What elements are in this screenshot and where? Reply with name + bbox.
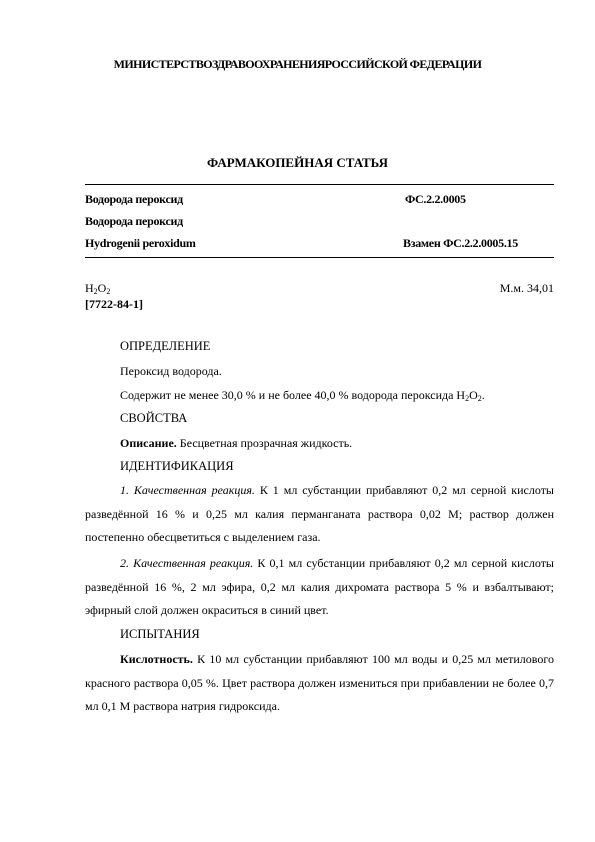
substance-name-ru: Водорода пероксид (85, 192, 183, 206)
article-title: ФАРМАКОПЕЙНАЯ СТАТЬЯ (207, 155, 388, 170)
article-code: ФС.2.2.0005 (405, 192, 466, 206)
definition-content: Содержит не менее 30,0 % и не более 40,0 % водорода пероксида $H_2O_2$. (120, 388, 485, 403)
header-top-rule (85, 184, 554, 185)
identification-test-2: 2. Качественная реакция. К 0,1 мл субстанции прибавляют 0,2 мл серной кислоты разведённой 16 %, 2 мл эфира, 0,2 мл калия дихромата раствора 5 % и взбалтывают; эфирный слой должен окраситься в синий цвет. (85, 556, 554, 617)
properties-description: Описание. Бесцветная прозрачная жидкость. (120, 436, 353, 450)
substance-name-ru-2: Водорода пероксид (85, 214, 183, 228)
section-definition-heading: ОПРЕДЕЛЕНИЕ (120, 339, 211, 353)
section-tests-heading: ИСПЫТАНИЯ (120, 627, 200, 641)
header-bottom-rule (85, 257, 554, 258)
ministry-header: МИНИСТЕРСТВОЗДРАВООХРАНЕНИЯРОССИЙСКОЙ ФЕДЕРАЦИИ (113, 57, 482, 71)
replaces-code: Взамен ФС.2.2.0005.15 (403, 236, 518, 250)
acidity-test: Кислотность. К 10 мл субстанции прибавляют 100 мл воды и 0,25 мл метилового красного раствора 0,05 %. Цвет раствора должен измениться при прибавлении не более 0,7 мл 0,1 М раствора натрия гидроксида. (85, 652, 554, 713)
cas-number: [7722-84-1] (85, 297, 143, 311)
identification-test-1: 1. Качественная реакция. К 1 мл субстанции прибавляют 0,2 мл серной кислоты разведённой 16 % и 0,25 мл калия перманганата раствора 0,02 М; раствор должен постепенно обесцветиться с выделением газа. (85, 483, 554, 544)
molar-mass: М.м. 34,01 (499, 281, 554, 295)
section-properties-heading: СВОЙСТВА (120, 411, 188, 425)
section-identification-heading: ИДЕНТИФИКАЦИЯ (120, 459, 234, 473)
chemical-formula: $H_2O_2$ (85, 281, 111, 296)
definition-name: Пероксид водорода. (120, 364, 222, 378)
substance-name-latin: Hydrogenii peroxidum (85, 236, 196, 250)
